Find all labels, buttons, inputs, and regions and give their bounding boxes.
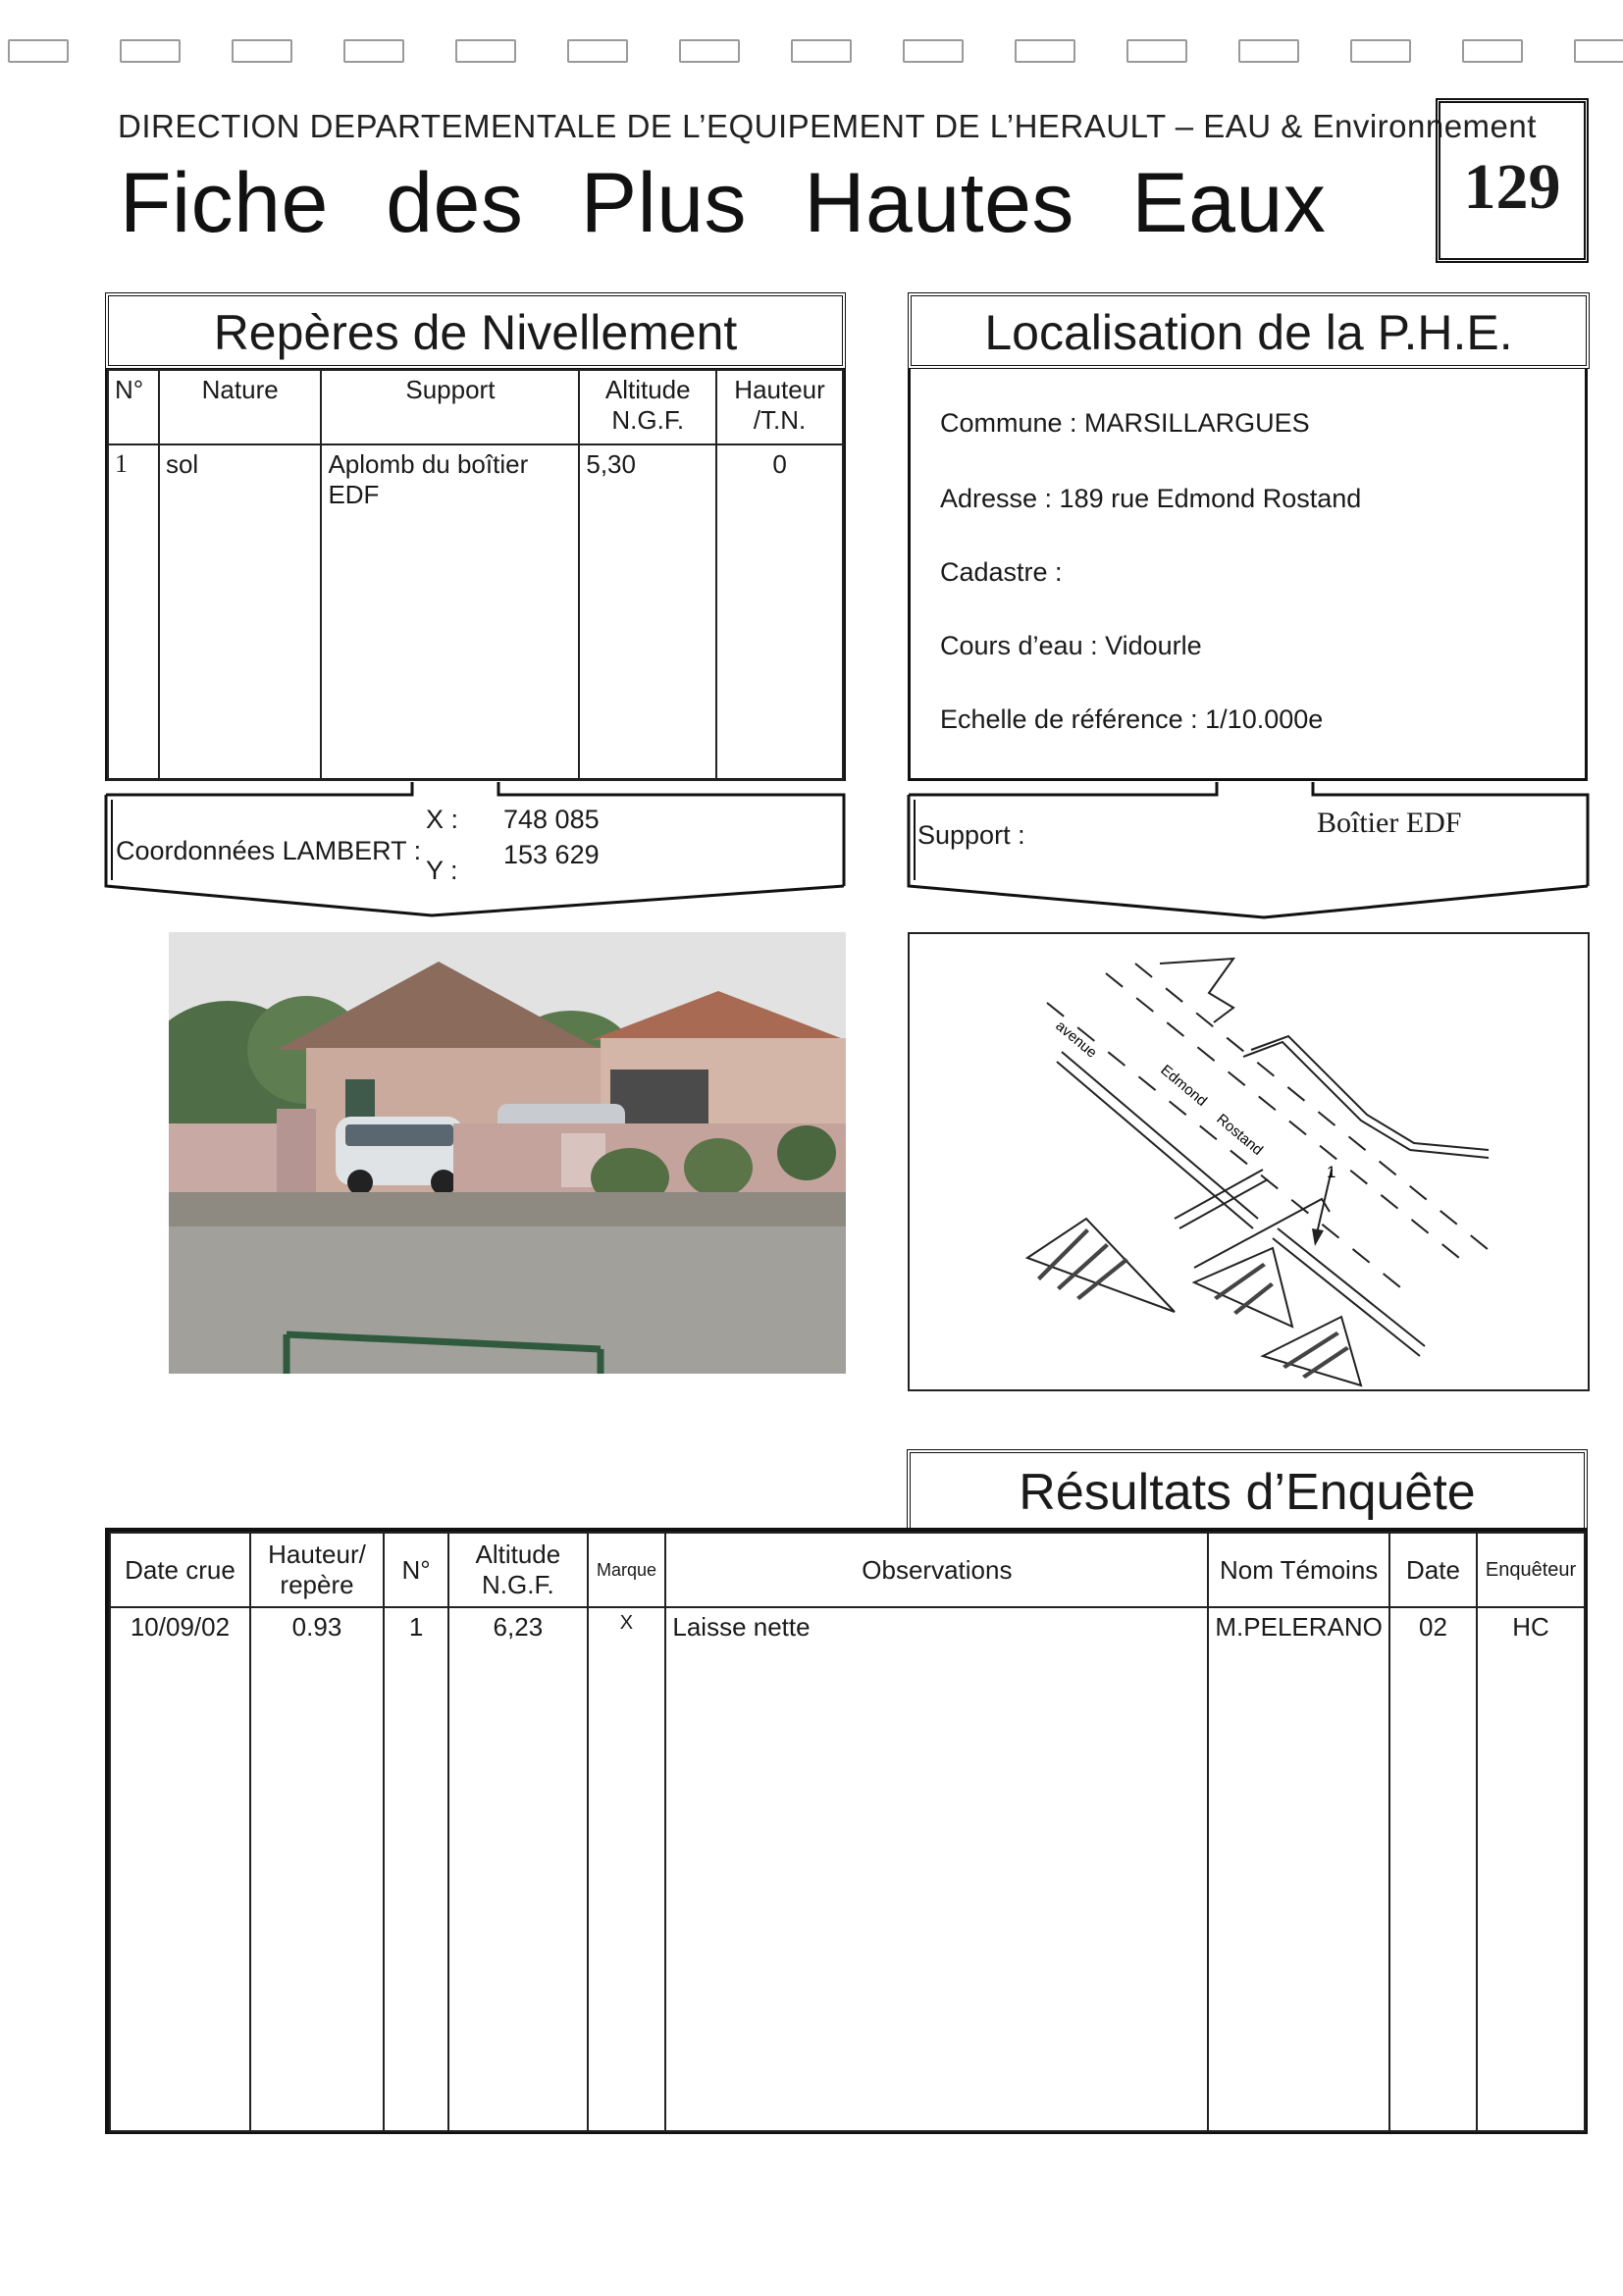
col-enqueteur: Enquêteur	[1477, 1533, 1585, 1607]
col-nature: Nature	[159, 370, 322, 444]
cell-date: 02	[1389, 1607, 1477, 2131]
fiche-number: 129	[1463, 151, 1561, 223]
binding-holes	[0, 39, 1623, 65]
cell-support: Aplomb du boîtier EDF	[321, 444, 579, 780]
plan-marker-label: 1	[1327, 1163, 1336, 1181]
col-temoins: Nom Témoins	[1208, 1533, 1389, 1607]
lambert-y-label: Y :	[426, 856, 458, 885]
col-no: N°	[108, 370, 159, 444]
fiche-number-box	[1436, 98, 1589, 263]
lambert-x-label: X :	[426, 805, 459, 834]
support-label: Support :	[917, 820, 1025, 850]
localisation-title: Localisation de la P.H.E.	[984, 305, 1513, 360]
reperes-title: Repères de Nivellement	[213, 305, 738, 360]
col-marque: Marque	[588, 1533, 666, 1607]
cell-no: 1	[108, 444, 159, 780]
plan-street-label-3: Rostand	[1213, 1111, 1267, 1159]
lambert-x-value: 748 085	[503, 805, 600, 834]
plan-street-label-2: Edmond	[1157, 1062, 1211, 1110]
cours-eau-line: Cours d’eau : Vidourle	[940, 631, 1202, 660]
house-photo	[169, 932, 846, 1374]
reperes-table	[107, 369, 844, 781]
plan-street-label-1: avenue	[1052, 1018, 1101, 1062]
col-date: Date	[1389, 1533, 1477, 1607]
page-title: Fiche des Plus Hautes Eaux	[120, 156, 1327, 250]
col-altitude: Altitude N.G.F.	[448, 1533, 587, 1607]
cell-date-crue: 10/09/02	[110, 1607, 250, 2131]
table-row	[110, 1607, 1585, 2131]
cell-altitude: 5,30	[579, 444, 716, 780]
cadastre-line: Cadastre :	[940, 557, 1063, 587]
results-title: Résultats d’Enquête	[1019, 1464, 1476, 1521]
col-hauteur: Hauteur /T.N.	[716, 370, 843, 444]
localisation-title-box	[908, 292, 1590, 369]
table-row	[108, 444, 843, 780]
location-plan	[908, 932, 1590, 1391]
cell-observations: Laisse nette	[665, 1607, 1208, 2131]
cell-enqueteur: HC	[1477, 1607, 1585, 2131]
commune-line: Commune : MARSILLARGUES	[940, 408, 1310, 438]
cell-temoins: M.PELERANO	[1208, 1607, 1389, 2131]
lambert-label: Coordonnées LAMBERT :	[116, 836, 422, 865]
results-title-box	[907, 1449, 1588, 1532]
cell-hauteur: 0.93	[250, 1607, 384, 2131]
col-support: Support	[321, 370, 579, 444]
col-hauteur-repere: Hauteur/ repère	[250, 1533, 384, 1607]
cell-marque: X	[588, 1607, 666, 2131]
support-value: Boîtier EDF	[1317, 807, 1462, 839]
col-observations: Observations	[665, 1533, 1208, 1607]
cell-hauteur: 0	[716, 444, 843, 780]
cell-no: 1	[384, 1607, 448, 2131]
cell-altitude: 6,23	[448, 1607, 587, 2131]
col-no: N°	[384, 1533, 448, 1607]
organisation-header: DIRECTION DEPARTEMENTALE DE L’EQUIPEMENT DE L’HERAULT – EAU & Environnement	[118, 108, 1537, 144]
echelle-line: Echelle de référence : 1/10.000e	[940, 704, 1324, 734]
reperes-title-box	[105, 292, 846, 369]
results-table	[109, 1532, 1586, 2132]
adresse-line: Adresse : 189 rue Edmond Rostand	[940, 484, 1362, 513]
col-altitude: Altitude N.G.F.	[579, 370, 716, 444]
lambert-y-value: 153 629	[503, 840, 600, 869]
cell-nature: sol	[159, 444, 322, 780]
col-date-crue: Date crue	[110, 1533, 250, 1607]
